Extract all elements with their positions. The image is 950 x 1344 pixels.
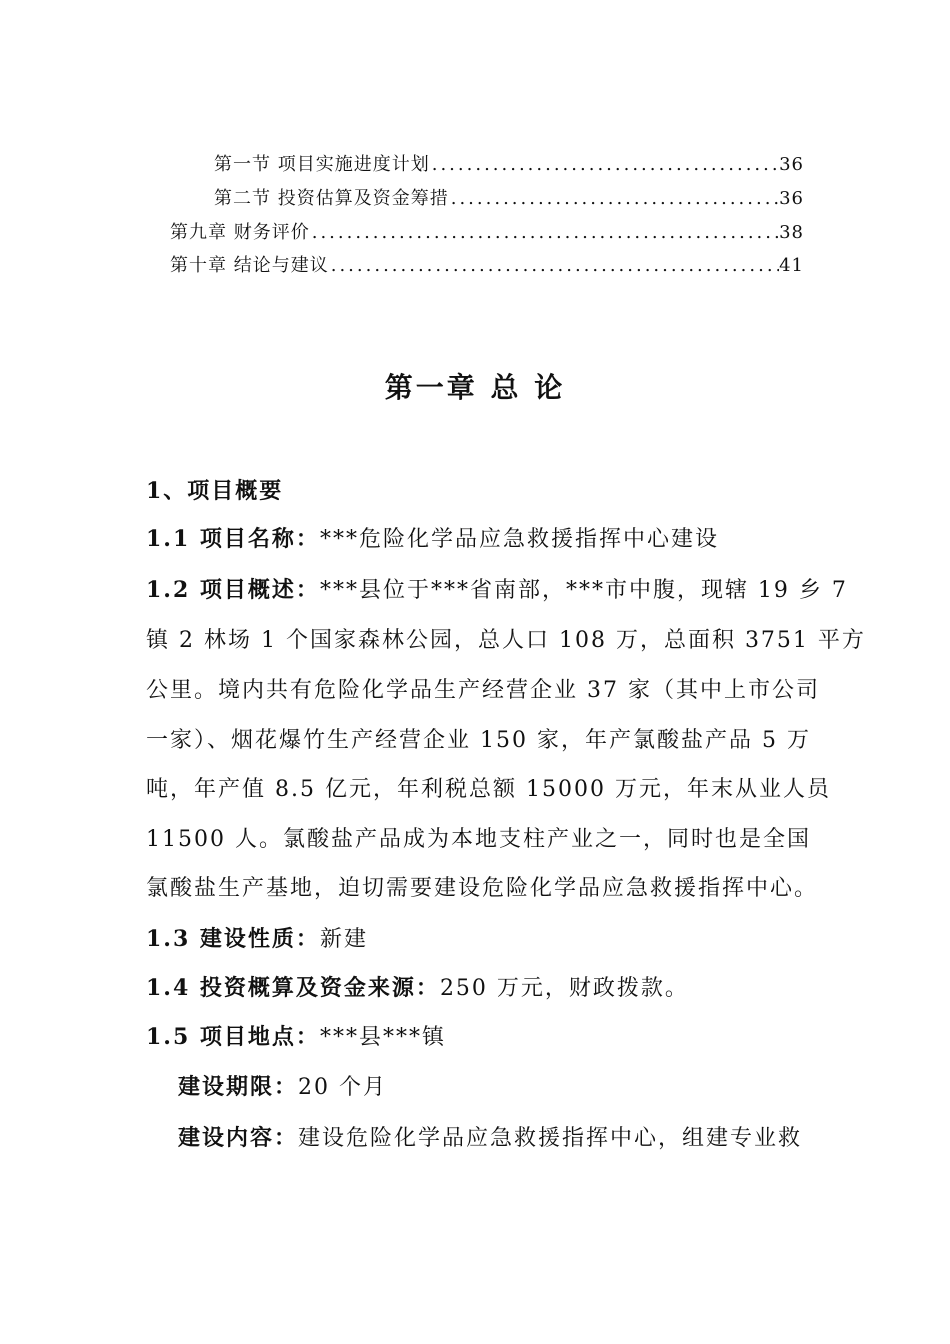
content-value: 建设危险化学品应急救援指挥中心，组建专业救 [298,1126,803,1151]
project-desc-text: 吨，年产值 8.5 亿元，年利税总额 15000 万元，年末从业人员 [146,777,831,802]
chapter-title: 第一章 总 论 [384,371,566,404]
toc-leader-dots [310,222,779,243]
toc-entry-page: 38 [779,222,804,243]
location-value: ***县***镇 [319,1025,446,1050]
toc-entry[interactable] [214,150,804,180]
build-nature-value: 新建 [319,927,368,952]
toc-entry[interactable] [214,184,804,214]
project-name-value: ***危险化学品应急救援指挥中心建设 [319,527,719,552]
toc-leader-dots [329,255,779,276]
toc-entry[interactable] [170,218,804,248]
project-desc-text: 氯酸盐生产基地，迫切需要建设危险化学品应急救援指挥中心。 [146,876,819,901]
investment-label: 1.4 投资概算及资金来源： [146,975,440,1001]
toc-leader-dots [449,188,779,209]
location-label: 1.5 项目地点： [146,1024,320,1050]
content-line [178,1121,802,1152]
toc-leader-dots [430,154,779,175]
location-line [146,1020,446,1051]
toc-entry-title: 第一节 项目实施进度计划 [214,154,430,175]
project-desc-text: 公里。境内共有危险化学品生产经营企业 37 家（其中上市公司 [146,678,820,703]
project-desc-line [146,573,848,604]
project-name-line [146,522,719,553]
period-label: 建设期限： [178,1074,299,1100]
project-desc-label: 1.2 项目概述： [146,577,320,603]
project-name-label: 1.1 项目名称： [146,526,320,552]
toc-entry-title: 第二节 投资估算及资金筹措 [214,188,449,209]
period-value: 20 个月 [298,1075,388,1100]
investment-value: 250 万元，财政拨款。 [439,976,689,1001]
build-nature-line [146,922,368,953]
section-heading: 1、项目概要 [146,478,284,504]
investment-line [146,971,689,1002]
toc-entry[interactable] [170,251,804,281]
toc-entry-title: 第十章 结论与建议 [170,255,329,276]
build-nature-label: 1.3 建设性质： [146,926,320,952]
toc-entry-page: 41 [779,255,804,276]
toc-entry-page: 36 [779,188,804,209]
toc-entry-title: 第九章 财务评价 [170,222,310,243]
period-line [178,1070,387,1101]
project-desc-text: 一家）、烟花爆竹生产经营企业 150 家，年产氯酸盐产品 5 万 [146,728,811,753]
project-desc-text: 镇 2 林场 1 个国家森林公园，总人口 108 万，总面积 3751 平方 [146,628,866,653]
project-desc-text: ***县位于***省南部，***市中腹，现辖 19 乡 7 [319,578,848,603]
toc-entry-page: 36 [779,154,804,175]
project-desc-text: 11500 人。氯酸盐产品成为本地支柱产业之一，同时也是全国 [146,827,811,852]
content-label: 建设内容： [178,1125,299,1151]
